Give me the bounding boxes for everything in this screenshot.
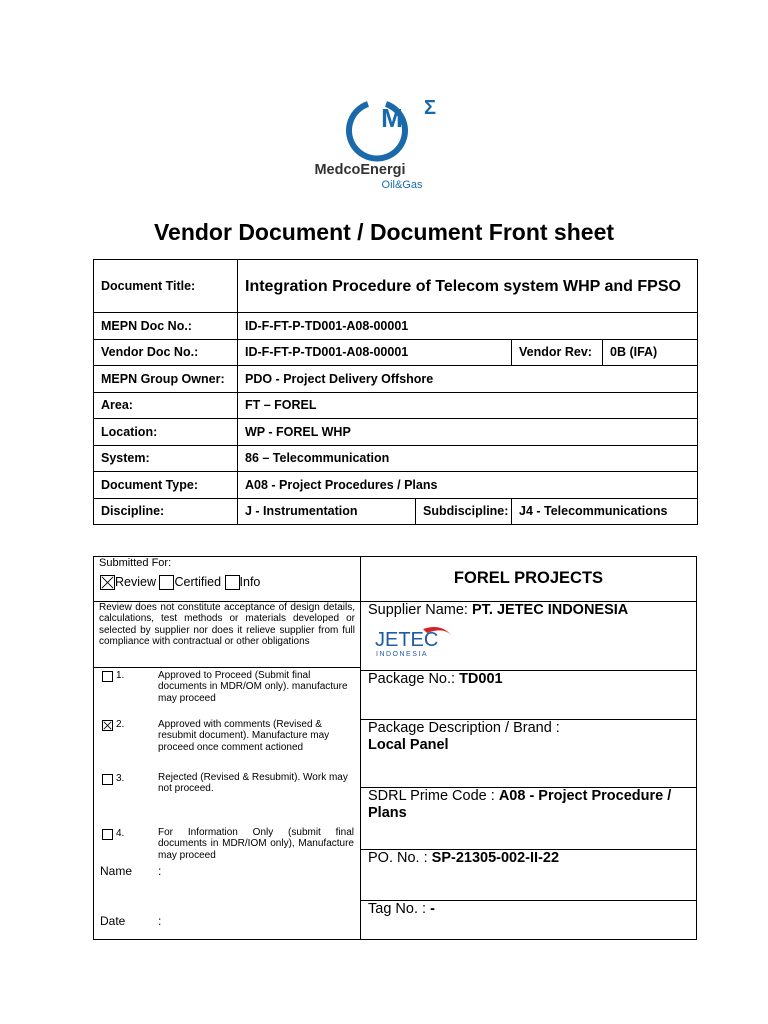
vendor-rev-label: Vendor Rev: — [512, 339, 603, 366]
option-1-checkbox[interactable] — [102, 671, 113, 682]
tag-value: - — [430, 901, 435, 917]
doc-type-value: A08 - Project Procedures / Plans — [238, 472, 698, 499]
po-label: PO. No. : — [368, 850, 432, 866]
subdiscipline-value: J4 - Telecommunications — [512, 498, 698, 525]
submitted-for-section — [94, 557, 360, 602]
jetec-wordmark: JETEC — [375, 629, 439, 651]
tag-cell — [361, 901, 696, 939]
supplier-label: Supplier Name: — [368, 602, 472, 618]
medcoenergi-logo — [300, 92, 470, 192]
discipline-value: J - Instrumentation — [238, 498, 416, 525]
review-checkbox[interactable] — [100, 575, 115, 590]
page-title: Vendor Document / Document Front sheet — [153, 219, 615, 245]
submission-block — [93, 556, 697, 940]
disclaimer-text: Review does not constitute acceptance of design details, calculations, test methods or materials developed or selected by supplier nor does it relieve supplier from full compliance with contractual or other obligations — [94, 602, 360, 668]
option-2-checkbox[interactable] — [102, 720, 113, 731]
option-2-text: Approved with comments (Revised & resubmit document). Manufacture may proceed once comment actioned — [158, 719, 330, 753]
package-no-label: Package No.: — [368, 671, 460, 687]
system-label: System: — [94, 445, 238, 472]
group-owner-label: MEPN Group Owner: — [94, 366, 238, 393]
location-label: Location: — [94, 419, 238, 446]
name-colon: : — [158, 864, 162, 878]
supplier-cell — [361, 602, 696, 671]
sdrl-label: SDRL Prime Code : — [368, 788, 499, 804]
option-2-number: 2. — [116, 719, 125, 730]
review-label: Review — [115, 575, 156, 589]
supplier-value: PT. JETEC INDONESIA — [471, 602, 629, 618]
area-label: Area: — [94, 392, 238, 419]
logo-brand: MedcoEnergi — [314, 162, 406, 178]
package-desc-label: Package Description / Brand : — [368, 720, 560, 736]
doc-type-label: Document Type: — [94, 472, 238, 499]
mepn-doc-value: ID-F-FT-P-TD001-A08-00001 — [238, 313, 698, 340]
mepn-doc-label: MEPN Doc No.: — [94, 313, 238, 340]
certified-label: Certified — [174, 575, 222, 589]
submitted-for-heading: Submitted For: — [99, 557, 172, 569]
certified-checkbox[interactable] — [159, 575, 174, 590]
system-value: 86 – Telecommunication — [238, 445, 698, 472]
tag-label: Tag No. : — [368, 901, 431, 917]
jetec-sub: INDONESIA — [376, 651, 429, 658]
vendor-rev-value: 0B (IFA) — [603, 339, 698, 366]
option-1-number: 1. — [116, 670, 125, 681]
area-value: FT – FOREL — [238, 392, 698, 419]
date-colon: : — [158, 914, 162, 928]
po-cell — [361, 850, 696, 901]
document-meta-table — [93, 259, 698, 525]
forel-projects-heading: FOREL PROJECTS — [361, 557, 696, 602]
option-1-text: Approved to Proceed (Submit final documents in MDR/OM only). manufacture may proceed — [158, 670, 348, 704]
subdiscipline-label: Subdiscipline: — [416, 498, 512, 525]
vendor-doc-label: Vendor Doc No.: — [94, 339, 238, 366]
option-3-number: 3. — [116, 773, 125, 784]
vendor-doc-value: ID-F-FT-P-TD001-A08-00001 — [238, 339, 512, 366]
package-desc-value: Local Panel — [368, 737, 449, 753]
sdrl-cell — [361, 788, 696, 850]
doc-title-value: Integration Procedure of Telecom system WHP and FPSO — [238, 260, 698, 313]
po-value: SP-21305-002-II-22 — [431, 850, 560, 866]
sdrl-value: A08 - Project Procedure / Plans — [368, 788, 672, 821]
option-4-text: For Information Only (submit final documents in MDR/IOM only), Manufacture may proceed — [158, 827, 354, 861]
option-3-text: Rejected (Revised & Resubmit). Work may not proceed. — [158, 772, 348, 795]
jetec-logo — [373, 621, 453, 661]
doc-title-label: Document Title: — [94, 260, 238, 313]
option-4-checkbox[interactable] — [102, 829, 113, 840]
package-no-cell — [361, 671, 696, 720]
name-label: Name — [100, 864, 133, 878]
package-no-value: TD001 — [459, 671, 503, 687]
info-label: Info — [239, 575, 261, 589]
info-checkbox[interactable] — [225, 575, 240, 590]
logo-sigma: Σ — [423, 97, 437, 119]
location-value: WP - FOREL WHP — [238, 419, 698, 446]
group-owner-value: PDO - Project Delivery Offshore — [238, 366, 698, 393]
package-desc-cell — [361, 720, 696, 788]
logo-mark: M — [381, 103, 403, 133]
option-4-number: 4. — [116, 828, 125, 839]
logo-sub: Oil&Gas — [381, 179, 423, 191]
date-label: Date — [100, 914, 126, 928]
discipline-label: Discipline: — [94, 498, 238, 525]
option-3-checkbox[interactable] — [102, 774, 113, 785]
